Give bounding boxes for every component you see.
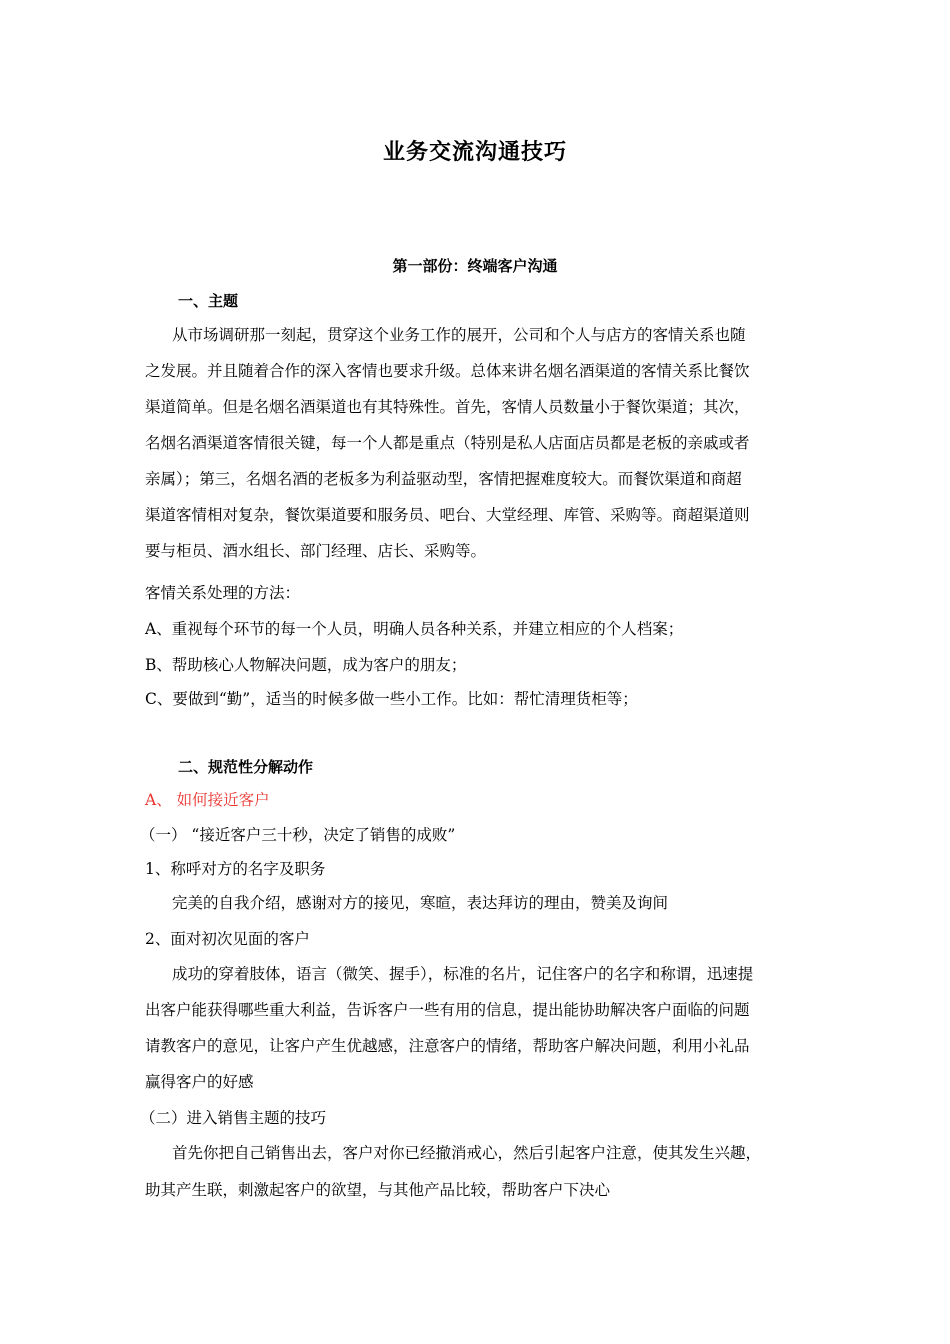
sub-heading: （二）进入销售主题的技巧	[140, 1109, 327, 1127]
paragraph-line: 赢得客户的好感	[145, 1073, 254, 1091]
method-item: C、要做到“勤”，适当的时候多做一些小工作。比如：帮忙清理货柜等；	[145, 690, 638, 708]
paragraph-line: 名烟名酒渠道客情很关键，每一个人都是重点（特别是私人店面店员都是老板的亲戚或者	[145, 434, 750, 452]
item-title: 2、面对初次见面的客户	[145, 930, 310, 948]
subsection-heading: A、 如何接近客户	[145, 791, 270, 809]
paragraph-line: 亲属）；第三，名烟名酒的老板多为利益驱动型，客情把握难度较大。而餐饮渠道和商超	[145, 470, 742, 488]
method-item: A、重视每个环节的每一个人员，明确人员各种关系，并建立相应的个人档案；	[145, 620, 684, 638]
paragraph-line: 渠道简单。但是名烟名酒渠道也有其特殊性。首先，客情人员数量小于餐饮渠道；其次，	[145, 398, 750, 416]
paragraph-line: 助其产生联，刺激起客户的欲望，与其他产品比较，帮助客户下决心	[145, 1181, 611, 1199]
section-heading-topic: 一、主题	[178, 292, 239, 310]
paragraph-line: 出客户能获得哪些重大利益，告诉客户一些有用的信息，提出能协助解决客户面临的问题	[145, 1001, 750, 1019]
paragraph-line: 要与柜员、酒水组长、部门经理、店长、采购等。	[145, 542, 487, 560]
paragraph-line: 从市场调研那一刻起，贯穿这个业务工作的展开，公司和个人与店方的客情关系也随	[172, 326, 746, 344]
paragraph-line: 之发展。并且随着合作的深入客情也要求升级。总体来讲名烟名酒渠道的客情关系比餐饮	[145, 362, 750, 380]
paragraph-line: 成功的穿着肢体，语言（微笑、握手），标准的名片，记住客户的名字和称谓，迅速提	[172, 965, 754, 983]
document-title: 业务交流沟通技巧	[382, 140, 567, 165]
method-item: B、帮助核心人物解决问题，成为客户的朋友；	[145, 656, 467, 674]
section-heading-actions: 二、规范性分解动作	[178, 758, 314, 776]
item-title: 1、称呼对方的名字及职务	[145, 860, 326, 878]
item-text: 完美的自我介绍，感谢对方的接见，寒暄，表达拜访的理由，赞美及询间	[172, 894, 669, 912]
part-heading: 第一部份：终端客户沟通	[392, 257, 558, 275]
sub-heading: （一） “接近客户三十秒，决定了销售的成败”	[140, 826, 456, 844]
paragraph-line: 请教客户的意见，让客户产生优越感，注意客户的情绪，帮助客户解决问题，利用小礼品	[145, 1037, 750, 1055]
methods-label: 客情关系处理的方法：	[145, 584, 301, 602]
paragraph-line: 渠道客情相对复杂，餐饮渠道要和服务员、吧台、大堂经理、库管、采购等。商超渠道则	[145, 506, 750, 524]
paragraph-line: 首先你把自己销售出去，客户对你已经撤消戒心，然后引起客户注意，使其发生兴趣，	[172, 1144, 762, 1162]
